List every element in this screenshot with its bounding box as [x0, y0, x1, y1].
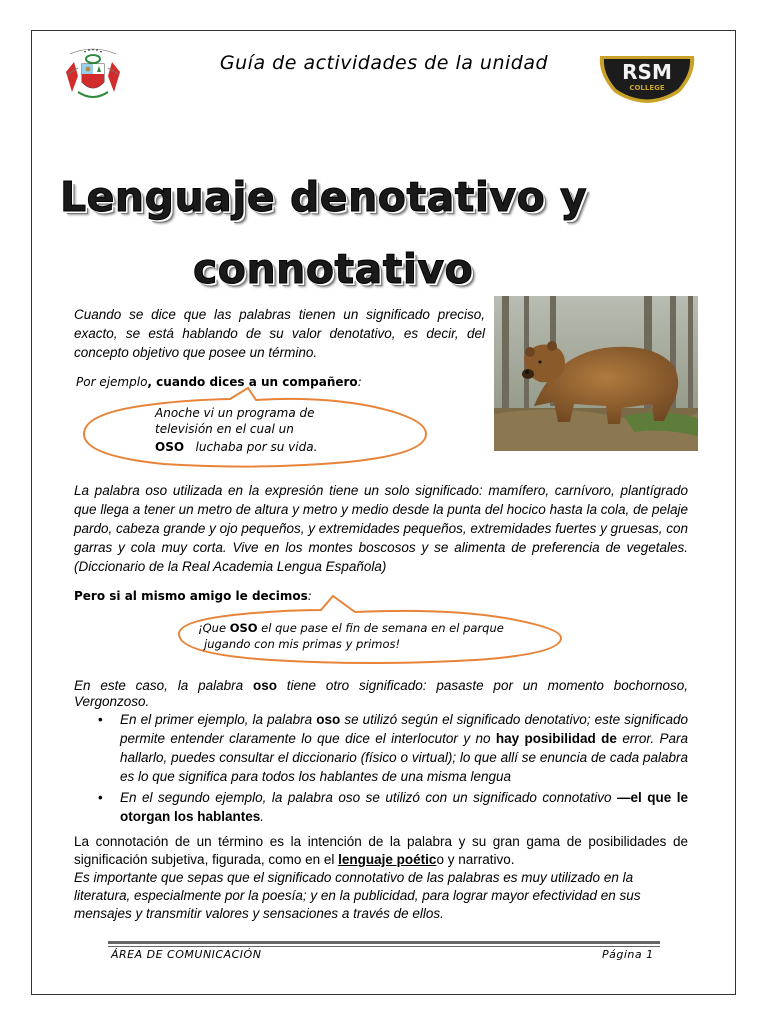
header-title: Guía de actividades de la unidad — [219, 52, 549, 74]
bear-photo — [494, 296, 698, 451]
bullet-item-1: • En el primer ejemplo, la palabra oso se utilizó según el significado denotativo; este significado permite entender claramente lo que dice el interlocutor y no hay posibilidad de error. Para hallarlo, puedes consultar el diccionario (físico o virtual); lo que allí se enuncia de cada palabra es lo que significa para todos los hablantes de una misma lengua — [74, 710, 688, 786]
rsm-logo-text: RSM — [622, 60, 672, 84]
footer-divider-thick — [108, 941, 660, 944]
connotation-paragraph: La connotación de un término es la intención de la palabra y su gran gama de posibilidades de significación subjetiva, figurada, como en el lenguaje poético y narrativo. Es importante que sepas que el significado connotativo de las palabras es muy utilizado en la literatura, especialmente por la poesía; y en la publicidad, para lograr mayor efectividad en sus mensajes y transmitir valores y sensaciones a través de ellos. — [74, 834, 688, 921]
footer-divider-thin — [108, 946, 660, 947]
bubble1-text: Anoche vi un programa de televisión en el cual un OSO luchaba por su vida. — [155, 406, 318, 454]
bubble1-oso: OSO — [155, 440, 185, 454]
example1-lead: Por ejemplo, cuando dices a un compañero: — [76, 375, 362, 389]
footer-page-number: Página 1 — [602, 948, 654, 961]
rsm-logo-subtext: COLLEGE — [629, 84, 665, 92]
intro-paragraph: Cuando se dice que las palabras tienen un significado preciso, exacto, se está hablando de su valor denotativo, es decir, del concepto objetivo que posee un término. — [74, 307, 485, 360]
footer-area: ÁREA DE COMUNICACIÓN — [111, 948, 262, 961]
case-paragraph: En este caso, la palabra oso tiene otro significado: pasaste por un momento bochornoso, Vergonzoso. — [74, 678, 688, 709]
title-line-2: connotativo — [193, 245, 474, 293]
bubble2-oso: OSO — [229, 621, 258, 635]
bullet-item-2: • En el segundo ejemplo, la palabra oso se utilizó con un significado connotativo —el que le otorgan los hablantes. — [74, 788, 688, 826]
definition-paragraph: La palabra oso utilizada en la expresión tiene un solo significado: mamífero, carnívoro, plantígrado que llega a tener un metro de altura y metro y medio desde la punta del hocico hasta la cola, de pelaje pardo, cabeza grande y ojo pequeños, y extremidades pequeños, extremidades fuertes y gruesas, con garras y cola muy corta. Vive en los montes boscosos y se alimenta de preferencia de vegetales. (Diccionario de la Real Academia Lengua Española) — [74, 483, 688, 574]
title-line-1: Lenguaje denotativo y — [60, 173, 588, 221]
rsm-college-logo-icon — [596, 52, 698, 104]
bubble2-text: ¡Que OSO el que pase el fin de semana en el parque jugando con mis primas y primos! — [198, 621, 504, 651]
poetic-language-link: lenguaje poétic — [338, 852, 437, 867]
example2-lead: Pero si al mismo amigo le decimos: — [74, 589, 312, 603]
explanation-bullets — [74, 710, 688, 826]
